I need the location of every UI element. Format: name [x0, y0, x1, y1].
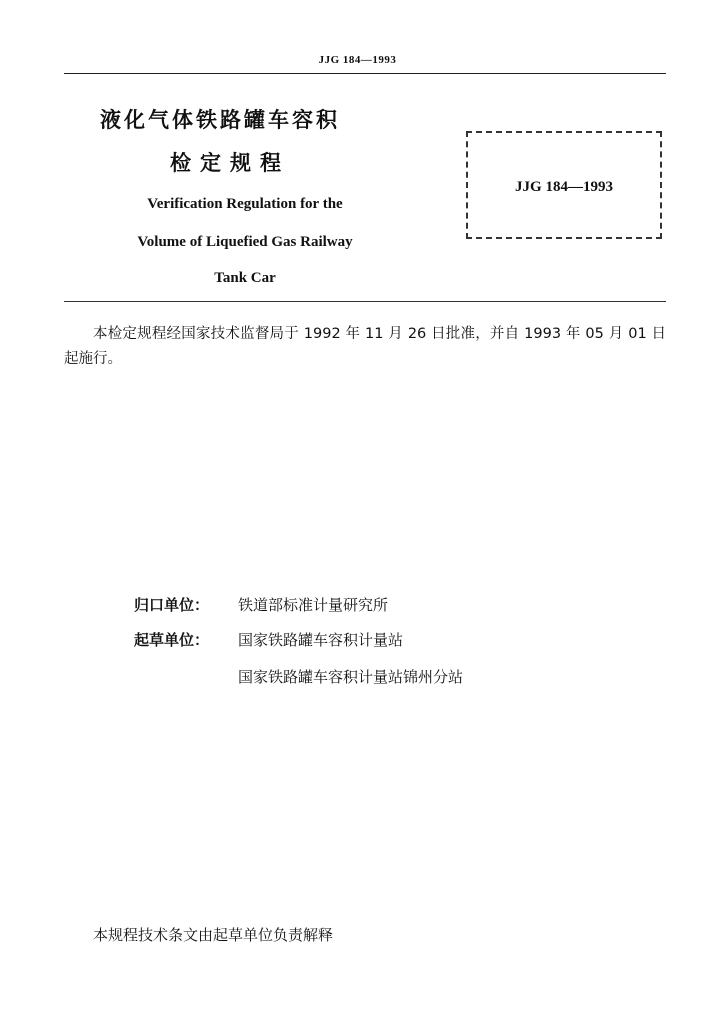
title-separator-rule	[64, 301, 666, 302]
responsible-unit-label: 归口单位：	[134, 596, 210, 614]
drafting-unit-value-2: 国家铁路罐车容积计量站锦州分站	[238, 668, 464, 686]
title-english-line-1: Verification Regulation for the	[147, 196, 343, 212]
approval-statement: 本检定规程经国家技术监督局于 1992 年 11 月 26 日批准，并自 1993 年 05 月 01 日起施行。	[64, 326, 666, 367]
standard-code-box-text: JJG 184—1993	[515, 179, 613, 195]
header-standard-code: JJG 184—1993	[318, 54, 397, 66]
drafting-unit-label: 起草单位：	[134, 631, 210, 649]
responsible-unit-value: 铁道部标准计量研究所	[238, 596, 389, 614]
standard-code-box	[466, 131, 662, 239]
title-chinese-line-1: 液化气体铁路罐车容积	[100, 108, 340, 132]
title-english-line-2: Volume of Liquefied Gas Railway	[137, 234, 353, 250]
header-rule	[64, 73, 666, 74]
drafting-unit-value-1: 国家铁路罐车容积计量站	[238, 631, 404, 649]
title-english-line-3: Tank Car	[214, 270, 276, 286]
title-chinese-line-2: 检定规程	[170, 151, 290, 175]
interpretation-note: 本规程技术条文由起草单位负责解释	[93, 926, 334, 944]
